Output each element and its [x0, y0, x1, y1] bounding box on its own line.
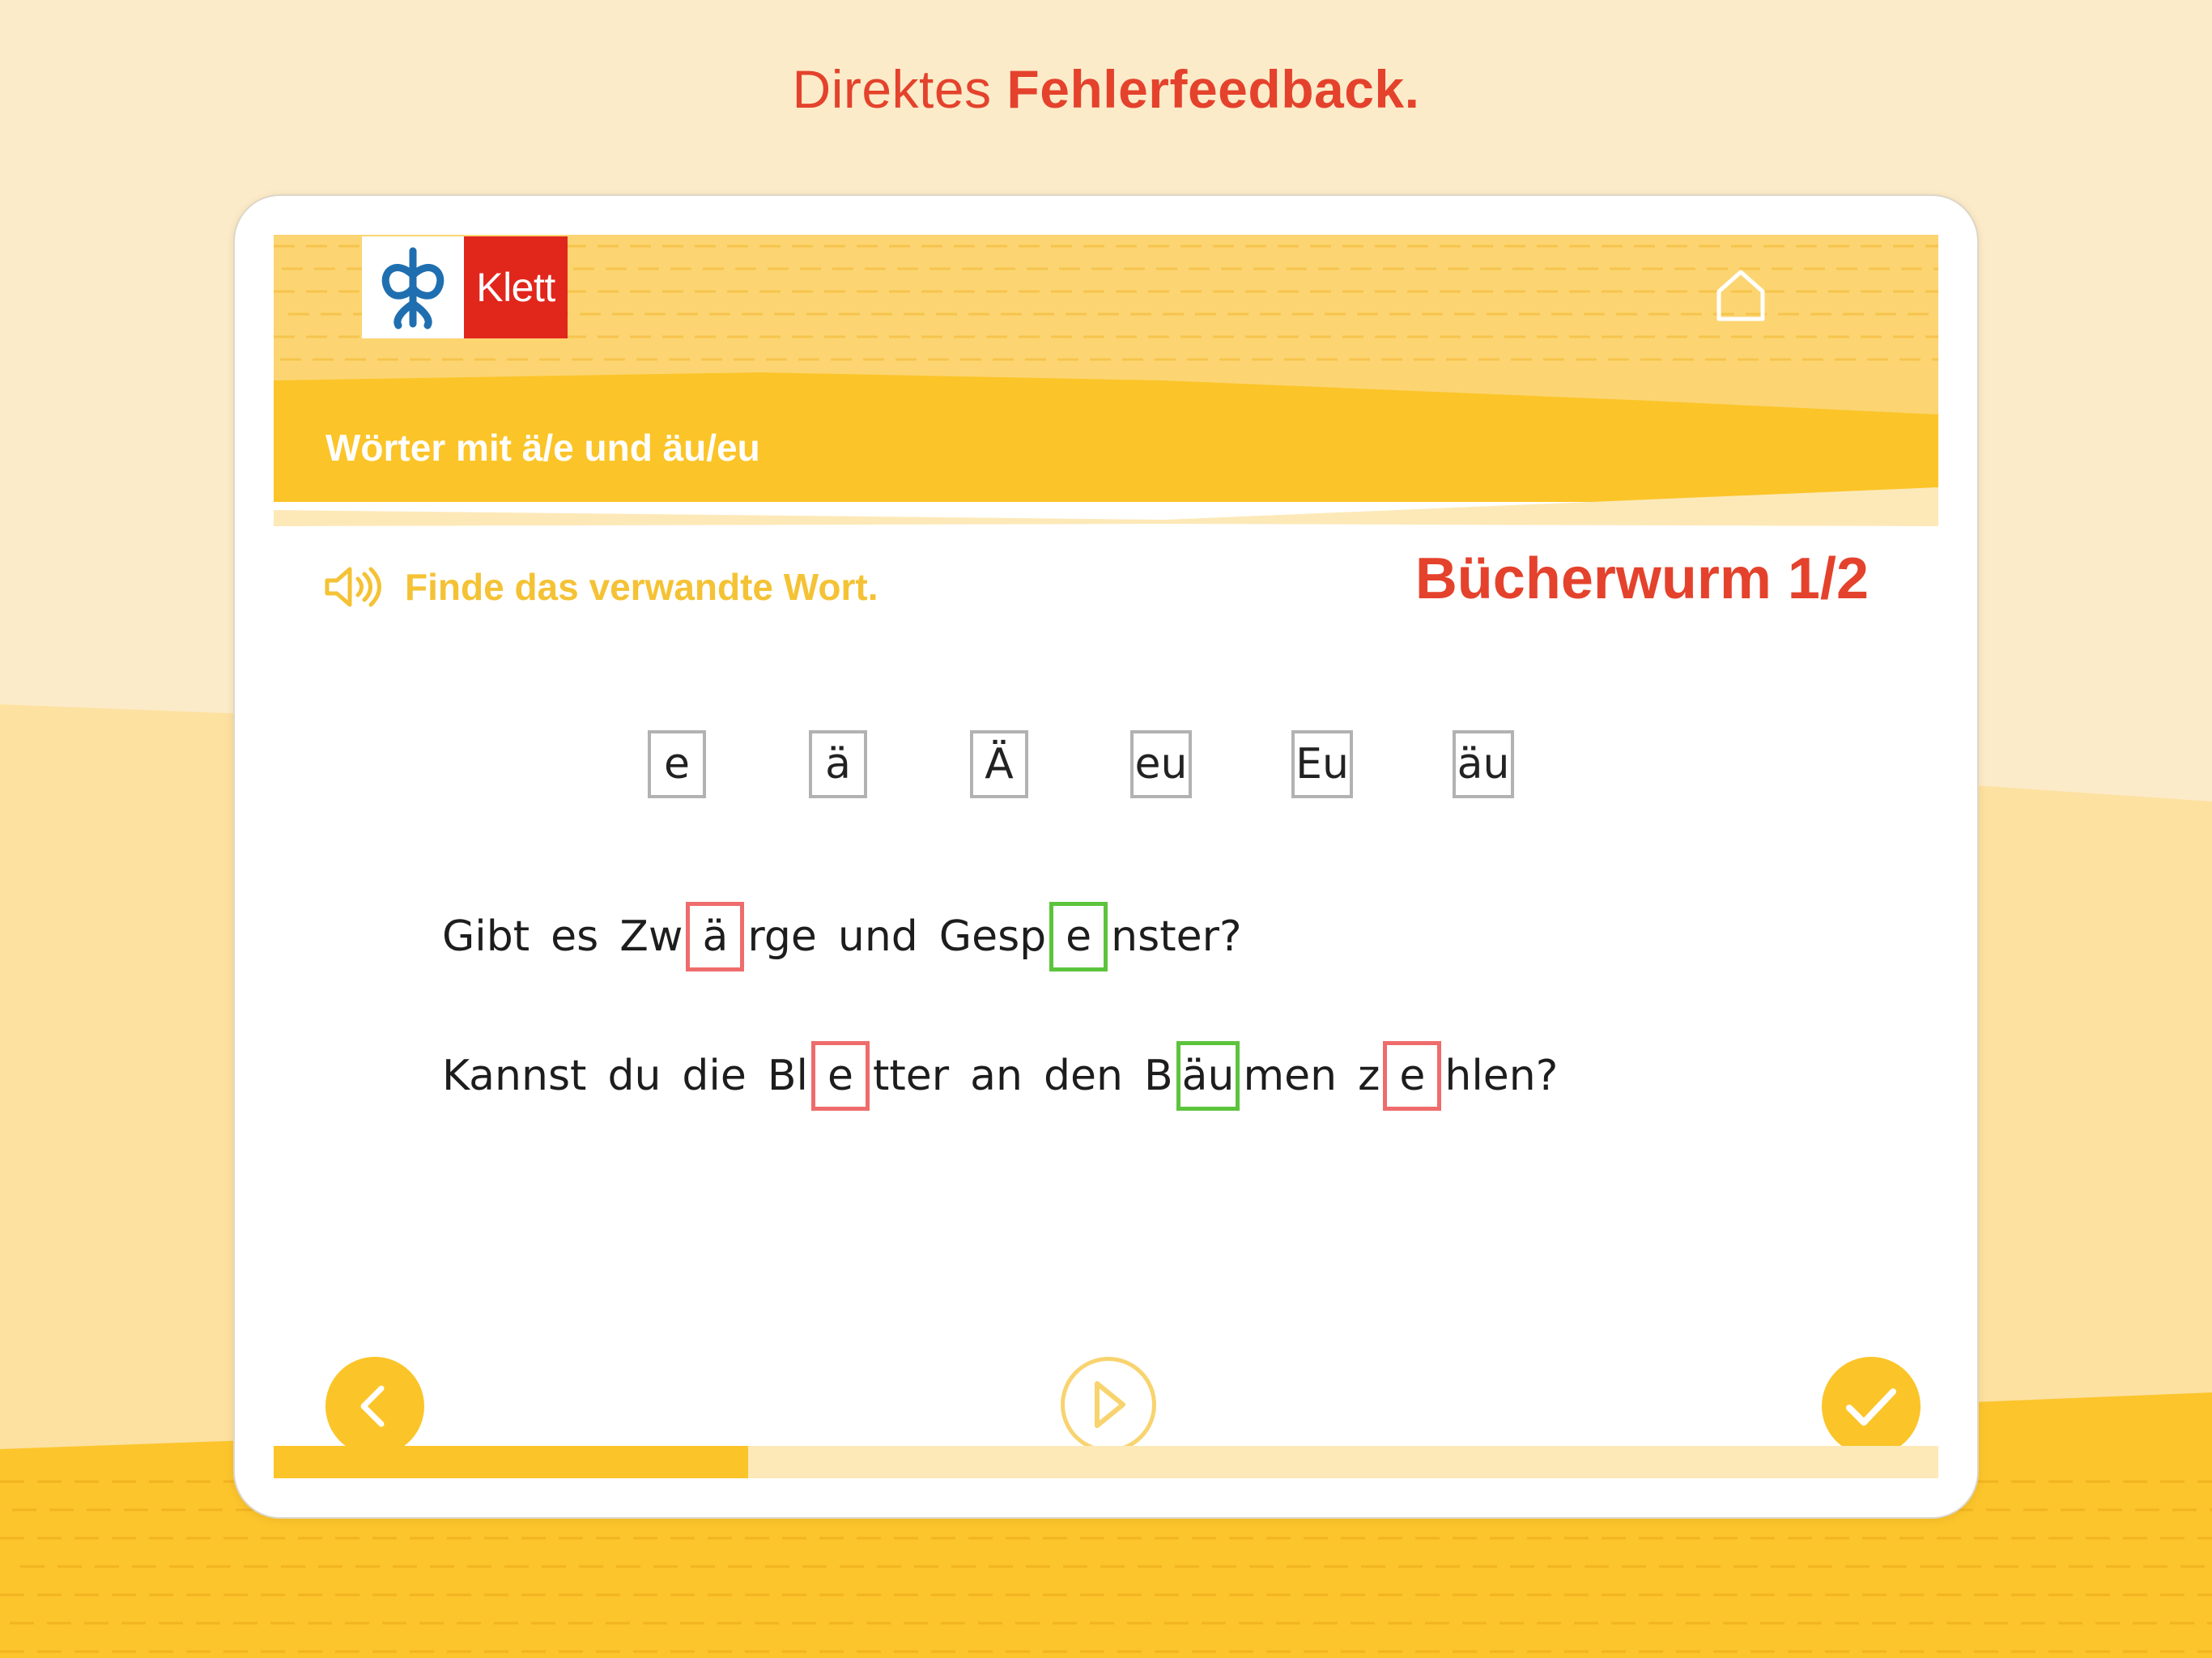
- letter-tile[interactable]: eu: [1130, 730, 1192, 798]
- word: es: [551, 912, 599, 961]
- sentence-1: [442, 900, 1242, 973]
- word-part: Bl: [767, 1052, 808, 1100]
- instruction-row: [324, 559, 878, 615]
- play-icon: [1084, 1379, 1133, 1431]
- answer-slot-wrong[interactable]: ä: [686, 902, 744, 971]
- word: den: [1043, 1052, 1123, 1100]
- back-button[interactable]: [325, 1357, 424, 1456]
- progress-bar: [274, 1446, 1938, 1478]
- answer-slot-wrong[interactable]: e: [811, 1041, 870, 1111]
- letter-tile[interactable]: ä: [809, 730, 867, 798]
- word-part: men: [1243, 1052, 1338, 1100]
- answer-slot-wrong[interactable]: e: [1383, 1041, 1441, 1111]
- check-icon: [1843, 1382, 1899, 1431]
- speaker-icon[interactable]: [324, 564, 382, 610]
- letter-tile[interactable]: e: [648, 730, 706, 798]
- word-part: tter: [873, 1052, 950, 1100]
- word: die: [682, 1052, 747, 1100]
- progress-fill: [274, 1446, 748, 1478]
- play-button[interactable]: [1061, 1357, 1156, 1452]
- word-part: hlen?: [1444, 1052, 1559, 1100]
- letter-tile[interactable]: äu: [1453, 730, 1514, 798]
- headline-normal: Direktes: [792, 59, 1007, 119]
- word: an: [970, 1052, 1023, 1100]
- word-part: z: [1358, 1052, 1380, 1100]
- word-part: nster?: [1111, 912, 1242, 961]
- word-part: B: [1143, 1052, 1173, 1100]
- word: du: [607, 1052, 661, 1100]
- check-button[interactable]: [1822, 1357, 1921, 1456]
- tablet-frame: [233, 194, 1979, 1519]
- letter-tile[interactable]: Eu: [1291, 730, 1353, 798]
- klett-logo-text: Klett: [464, 236, 568, 338]
- sentence-2: [442, 1039, 1558, 1112]
- word-part: Gesp: [938, 912, 1047, 961]
- headline-bold: Fehlerfeedback.: [1006, 59, 1420, 119]
- level-label: Bücherwurm 1/2: [1414, 546, 1869, 611]
- word-part: Zw: [619, 912, 683, 961]
- word-part: rge: [747, 912, 817, 961]
- header-banner: [274, 235, 1938, 1478]
- word: und: [837, 912, 918, 961]
- exercise-title: Wörter mit ä/e und äu/eu: [325, 427, 760, 469]
- word: Kannst: [442, 1052, 587, 1100]
- chevron-left-icon: [351, 1382, 399, 1431]
- klett-logo: [362, 236, 568, 338]
- app-screen: [274, 235, 1938, 1478]
- answer-slot-correct[interactable]: e: [1049, 902, 1108, 971]
- headline: [0, 58, 2212, 120]
- klett-leaf-icon: [362, 236, 464, 338]
- instruction-text: Finde das verwandte Wort.: [405, 566, 878, 608]
- word: Gibt: [442, 912, 530, 961]
- answer-slot-correct[interactable]: äu: [1176, 1041, 1240, 1111]
- letter-tile[interactable]: Ä: [970, 730, 1028, 798]
- home-icon[interactable]: [1712, 267, 1769, 324]
